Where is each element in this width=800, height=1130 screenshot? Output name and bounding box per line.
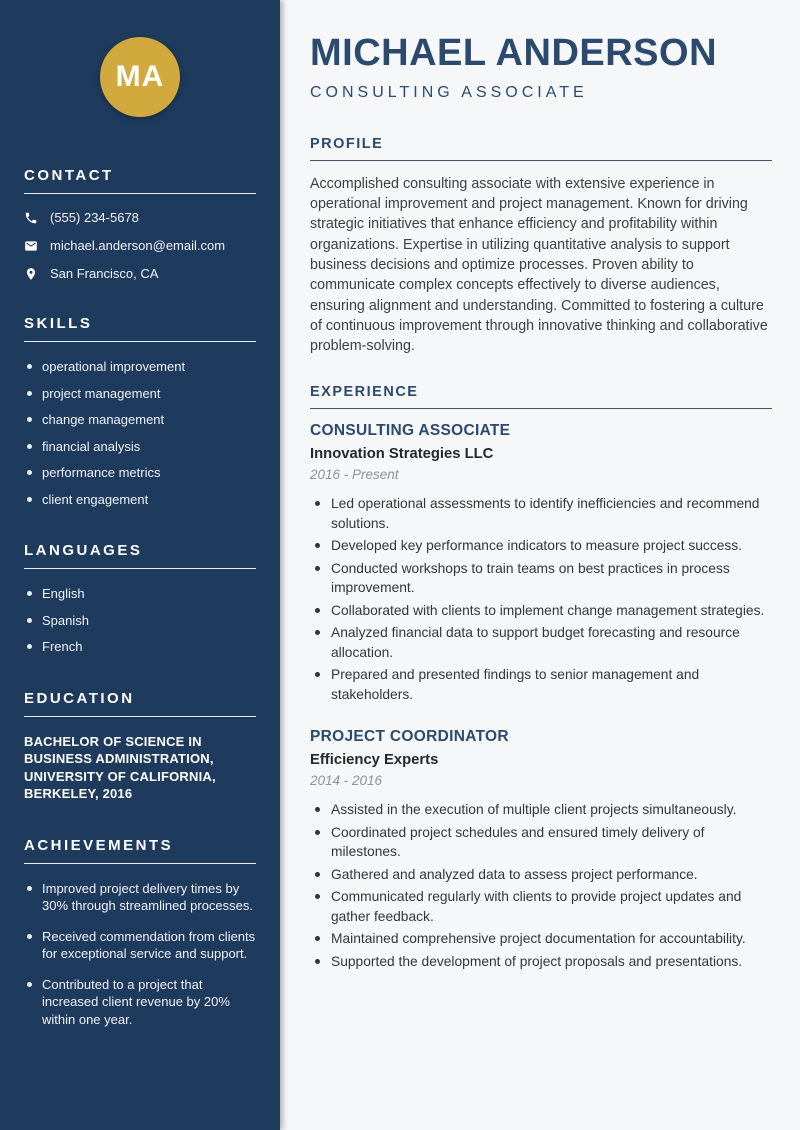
languages-list: [24, 585, 256, 656]
sidebar: [0, 0, 280, 1130]
job-bullet: Assisted in the execution of multiple client projects simultaneously.: [310, 800, 772, 820]
job-bullet: Gathered and analyzed data to assess project performance.: [310, 865, 772, 885]
achievements-section: [24, 837, 256, 1029]
skill-item: financial analysis: [24, 438, 256, 456]
experience-section: [310, 384, 772, 971]
skills-list: [24, 358, 256, 508]
job-bullet: Prepared and presented findings to senior management and stakeholders.: [310, 665, 772, 704]
skill-item: operational improvement: [24, 358, 256, 376]
main-content: [280, 0, 800, 1130]
job-title: PROJECT COORDINATOR: [310, 728, 509, 746]
profile-section: [310, 136, 772, 357]
achievements-heading: ACHIEVEMENTS: [24, 837, 256, 864]
phone-icon: [24, 211, 38, 225]
job-bullets: [310, 800, 772, 971]
skills-section: [24, 315, 256, 508]
job-bullet: Communicated regularly with clients to provide project updates and gather feedback.: [310, 887, 772, 926]
job-bullet: Developed key performance indicators to measure project success.: [310, 536, 772, 556]
job-dates: 2014 - 2016: [310, 773, 383, 789]
language-item: Spanish: [24, 612, 256, 630]
language-item: French: [24, 638, 256, 656]
job-company: Innovation Strategies LLC: [310, 446, 494, 463]
skill-item: performance metrics: [24, 464, 256, 482]
avatar-initials: MA: [115, 60, 165, 93]
job-bullet: Maintained comprehensive project documentation for accountability.: [310, 929, 772, 949]
email-icon: [24, 239, 38, 253]
profile-text: Accomplished consulting associate with extensive experience in operational improvement and project management. Known for driving strategic initiatives that enhance efficiency and profitability within organizations. Expertise in utilizing quantitative analysis to support business decisions and optimize processes. Proven ability to communicate complex concepts effectively to diverse audiences, ensuring alignment and understanding. Committed to fostering a culture of continuous improvement through innovative thinking and collaborative problem-solving.: [310, 175, 768, 355]
achievement-item: Contributed to a project that increased client revenue by 20% within one year.: [24, 976, 256, 1029]
job-bullet: Coordinated project schedules and ensured timely delivery of milestones.: [310, 823, 772, 862]
job-dates: 2016 - Present: [310, 467, 399, 483]
job-entry: [310, 728, 772, 971]
job-bullets: [310, 494, 772, 704]
skill-item: change management: [24, 411, 256, 429]
languages-heading: LANGUAGES: [24, 542, 256, 569]
location-text: San Francisco, CA: [50, 266, 159, 281]
profile-heading: PROFILE: [310, 136, 772, 161]
languages-section: [24, 542, 256, 656]
contact-section: [24, 167, 256, 281]
skills-heading: SKILLS: [24, 315, 256, 342]
job-bullet: Collaborated with clients to implement change management strategies.: [310, 601, 772, 621]
language-item: English: [24, 585, 256, 603]
phone-text: (555) 234-5678: [50, 210, 139, 225]
achievement-item: Received commendation from clients for exceptional service and support.: [24, 928, 256, 963]
experience-heading: EXPERIENCE: [310, 384, 772, 409]
job-bullet: Led operational assessments to identify inefficiencies and recommend solutions.: [310, 494, 772, 533]
location-icon: [24, 267, 38, 281]
job-bullet: Analyzed financial data to support budget forecasting and resource allocation.: [310, 623, 772, 662]
contact-item-email: [24, 238, 256, 253]
contact-item-location: [24, 266, 256, 281]
skill-item: client engagement: [24, 491, 256, 509]
achievement-item: Improved project delivery times by 30% through streamlined processes.: [24, 880, 256, 915]
person-name: MICHAEL ANDERSON: [310, 32, 718, 74]
skill-item: project management: [24, 385, 256, 403]
contact-heading: CONTACT: [24, 167, 256, 194]
job-bullet: Conducted workshops to train teams on best practices in process improvement.: [310, 559, 772, 598]
job-entry: [310, 422, 772, 704]
job-bullet: Supported the development of project proposals and presentations.: [310, 952, 772, 972]
contact-item-phone: [24, 210, 256, 225]
avatar: [100, 37, 180, 117]
contact-list: [24, 210, 256, 281]
education-heading: EDUCATION: [24, 690, 256, 717]
job-company: Efficiency Experts: [310, 752, 439, 769]
job-title: CONSULTING ASSOCIATE: [310, 422, 511, 440]
achievements-list: [24, 880, 256, 1029]
email-text: michael.anderson@email.com: [50, 238, 226, 253]
person-title: CONSULTING ASSOCIATE: [310, 83, 588, 101]
education-degree: BACHELOR OF SCIENCE IN BUSINESS ADMINISTRATION, UNIVERSITY OF CALIFORNIA, BERKELEY, 2016: [24, 733, 216, 801]
education-section: [24, 690, 256, 803]
